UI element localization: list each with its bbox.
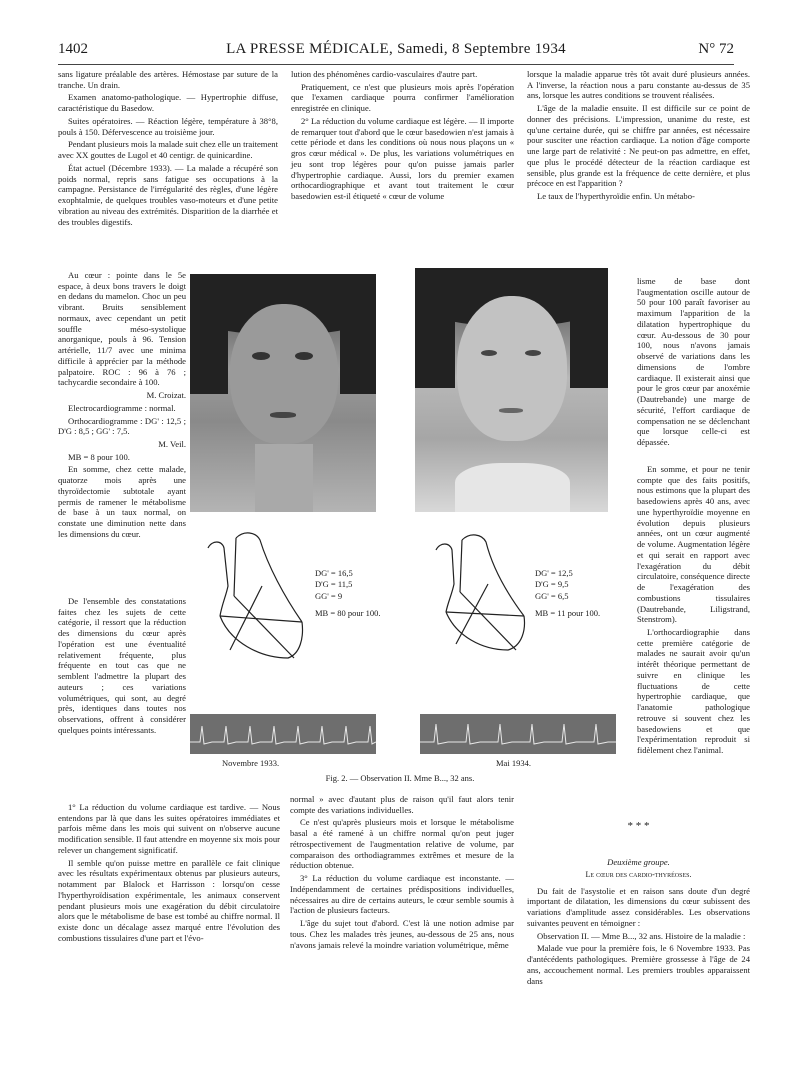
measurement: DG' = 16,5 xyxy=(315,568,353,578)
signature: M. Veil. xyxy=(158,439,186,450)
header-rule xyxy=(58,64,734,65)
page-number: 1402 xyxy=(58,41,88,57)
measurement: DG' = 12,5 xyxy=(535,568,573,578)
paragraph: L'âge de la maladie ensuite. Il est difficile sur ce point de donner des précisions. L'impression, unanime du reste, est qu'une certaine durée, qui se chiffre par années, est nécessaire pour susciter une réaction cardiaque. La notion d'âge comporte une large part de relativité : Ne peut-on pas admettre, en effet, que plus le procédé détecteur de la réaction cardiaque est sensible, plus grande est la fréquence de cette dernière, et plus précoce en est l'apparition ? xyxy=(527,103,750,189)
measurements-after xyxy=(535,568,600,620)
paragraph: Malade vue pour la première fois, le 6 Novembre 1933. Pas d'antécédents pathologiques. Première grossesse à l'âge de 24 ans, accouchement normal. Les premiers troubles apparaissent dans xyxy=(527,943,750,986)
paragraph: L'âge du sujet tout d'abord. C'est là une notion admise par tous. Chez les malades très jeunes, au-dessous de 25 ans, nous n'avons jamais relevé la moindre variation volumétrique, même xyxy=(290,918,514,950)
signature: M. Croizat. xyxy=(146,390,186,401)
paragraph: De l'ensemble des constatations faites chez les sujets de cette catégorie, il ressort que la réduction des dimensions du cœur après l'opération est une éventualité relativement fréquente, plus fréquente en tout cas que ne semblent l'admettre la plupart des auteurs ; ces variations volumétriques, qui sont, au degré près, identiques dans toutes nos observations, offrent à considérer quelques points intéressants. xyxy=(58,596,186,735)
paragraph: En somme, et pour ne tenir compte que des faits positifs, nous estimons que la plupart des basedowiens après 40 ans, avec une hyperthyroïdie moyenne en évolution depuis plusieurs années, ont un cœur augmenté de volume. Augmentation légère et qui serait en rapport avec l'exagération du débit circulatoire, conséquence directe de l'exagération des combustions tissulaires (Dautrebande, Liligstrand, Stenstrom). xyxy=(637,464,750,625)
paragraph: 2° La réduction du volume cardiaque est légère. — Il importe de remarquer tout d'abord que le cœur basedowien n'est jamais à cette période et dans les conditions où nous nous plaçons un « gros cœur médical ». De plus, les variations volumétriques en jeu sont trop légères pour qu'on puisse jamais parler d'hypertrophie cardiaque. Aussi, lors du premier examen orthocardiographique et avant tout traitement le cœur basedowien est-il étiqueté « cœur de volume xyxy=(291,115,514,202)
journal-title: LA PRESSE MÉDICALE, Samedi, 8 Septembre 1934 xyxy=(226,41,566,57)
paragraph: Examen anatomo-pathologique. — Hypertrophie diffuse, caractéristique du Basedow. xyxy=(58,92,278,114)
paragraph: L'orthocardiographie dans cette première catégorie de malades ne saurait avoir qu'un intérêt théorique permettant de suivre en clinique les fluctuations de cette hypertrophie cardiaque, que l'anatomie pathologique retrouve si souvent chez les basedowiens et que l'expérimentation reproduit si fidèlement chez l'animal. xyxy=(637,627,750,756)
paragraph: 1° La réduction du volume cardiaque est tardive. — Nous entendons par là que dans les suites opératoires immédiates et parfois même dans les mois qui suivent on n'observe aucune modification sensible. Il faut attendre en moyenne six mois pour relever un changement significatif. xyxy=(58,802,280,855)
paragraph: Du fait de l'asystolie et en raison sans doute d'un degré important de dilatation, les dimensions du cœur subissent des variations d'amplitude assez considérables. Les observations suivantes peuvent en témoigner : xyxy=(527,885,750,928)
paragraph: Electrocardiogramme : normal. xyxy=(68,402,176,413)
paragraph: MB = 8 pour 100. xyxy=(68,451,130,462)
paragraph: Au cœur : pointe dans le 5e espace, à deux bons travers le doigt en dedans du mamelon. Choc un peu vibrant. Bruits sensiblement normaux, avec cependant un petit souffle méso-systolique anorganique, pouls à 96. Tension artérielle, 11/7 avec une minima difficile à apprécier par la méthode palpatoire. ROC : 96 à 76 ; tachycardie secondaire à 100. xyxy=(58,270,186,388)
column-3-bottom xyxy=(527,857,750,988)
column-3-top xyxy=(527,69,750,204)
column-3-narrow xyxy=(637,276,750,450)
ecg-strip-before xyxy=(190,714,376,754)
section-stars: * * * xyxy=(627,820,650,832)
paragraph: Pendant plusieurs mois la malade suit chez elle un traitement avec XX gouttes de Lugol et 40 centigr. de quinicardine. xyxy=(58,139,278,161)
paragraph: lisme de base dont l'augmentation oscille autour de 50 pour 100 paraît favoriser au maximum l'apparition de la dilatation hypertrophique du cœur. Au-dessous de 30 pour 100, nous n'avons jamais observé de variations dans les dimensions de l'ombre cardiaque. Il existerait ainsi que pour le gros cœur par anoxémie (Dautrebande) une marge de sécurité, l'effort cardiaque de compensation ne se déclenchant que lorsque celle-ci est dépassée. xyxy=(637,276,750,448)
measurements-before xyxy=(315,568,380,620)
metabolism-value: MB = 80 pour 100. xyxy=(315,608,381,619)
measurement: D'G = 9,5 xyxy=(535,579,569,590)
paragraph: normal » avec d'autant plus de raison qu'il faut alors tenir compte des variations individuelles. xyxy=(290,794,514,815)
measurement: D'G = 11,5 xyxy=(315,579,353,590)
column-2-top xyxy=(291,69,514,204)
observation-heading: Observation II. — Mme B..., 32 ans. Histoire de la maladie : xyxy=(537,930,746,941)
section-subheading: Le cœur des cardio-thyréoses. xyxy=(585,869,692,879)
column-1-bottom xyxy=(58,802,280,946)
paragraph: Orthocardiogramme : DG' : 12,5 ; D'G : 8,5 ; GG' : 7,5. xyxy=(58,415,186,437)
paragraph: État actuel (Décembre 1933). — La malade a récupéré son poids normal, repris sans fatigue ses occupations à la campagne. Persistance de l'irrégularité des règles, d'une légère exophtalmie, de quelques troubles vaso-moteurs et d'une petite vibration au niveau des extrémités. Disparition de la diarrhée et des troubles digestifs. xyxy=(58,162,278,227)
ecg-strip-after xyxy=(420,714,616,754)
paragraph: 3° La réduction du volume cardiaque est inconstante. — Indépendamment de certaines prédispositions individuelles, nécessaires au dire de certains auteurs, le cœur semble soumis à l'action de plusieurs facteurs. xyxy=(290,873,514,916)
paragraph: sans ligature préalable des artères. Hémostase par suture de la tranche. Un drain. xyxy=(58,69,278,90)
column-1-narrow-2 xyxy=(58,596,186,738)
paragraph: Il semble qu'on puisse mettre en parallèle ce fait clinique avec les résultats expérimentaux obtenus par plusieurs auteurs, notamment par Blalock et Harrisson : lorsqu'on cesse l'hyperthyroïdisation expérimentale, les animaux conservent pendant plusieurs mois une exagération du débit circulatoire alors que le métabolisme de base est tombé au chiffre normal. Il existe donc un décalage assez marqué entre l'évolution des combustions tissulaires d'une part et l'évo- xyxy=(58,857,280,943)
orthodiagram-before xyxy=(190,526,310,666)
paragraph: En somme, chez cette malade, quatorze mois après une thyroïdectomie subtotale ayant permis de ramener le métabolisme de base à un taux normal, on constate une diminution nette dans les dimensions du cœur. xyxy=(58,464,186,539)
column-2-bottom xyxy=(290,794,514,952)
orthodiagram-after xyxy=(418,526,538,666)
date-after: Mai 1934. xyxy=(496,758,531,768)
patient-photo-after xyxy=(415,268,608,512)
paragraph: Pratiquement, ce n'est que plusieurs mois après l'opération que l'examen cardiaque pourra confirmer l'amélioration enregistrée en clinique. xyxy=(291,81,514,114)
column-1-narrow xyxy=(58,270,186,542)
measurement: GG' = 9 xyxy=(315,590,343,601)
issue-number: N° 72 xyxy=(698,41,734,57)
figure-caption: Fig. 2. — Observation II. Mme B..., 32 ans. xyxy=(325,773,475,783)
paragraph: lorsque la maladie apparue très tôt avait duré plusieurs années. A l'inverse, la réaction nous a paru constante au-dessus de 35 ans, lorsque les autres conditions se trouvent réalisées. xyxy=(527,69,750,101)
column-1-top xyxy=(58,69,278,229)
section-heading: Deuxième groupe. xyxy=(607,857,670,867)
paragraph: lution des phénomènes cardio-vasculaires d'autre part. xyxy=(291,69,478,79)
column-3-narrow-2 xyxy=(637,464,750,758)
measurement: GG' = 6,5 xyxy=(535,590,569,601)
paragraph: Le taux de l'hyperthyroïdie enfin. Un métabo- xyxy=(537,191,695,202)
date-before: Novembre 1933. xyxy=(222,758,280,768)
paragraph: Suites opératoires. — Réaction légère, température à 38°8, pouls à 150. Défervescence au troisième jour. xyxy=(58,115,278,137)
patient-photo-before xyxy=(190,274,376,512)
paragraph: Ce n'est qu'après plusieurs mois et lorsque le métabolisme basal a été ramené à un chiffre normal qu'on peut juger rétrospectivement de l'augmentation relative de volume, par comparaison des orthodiagrammes extrêmes et mesure de la réduction obtenue. xyxy=(290,817,514,871)
metabolism-value: MB = 11 pour 100. xyxy=(535,608,601,619)
